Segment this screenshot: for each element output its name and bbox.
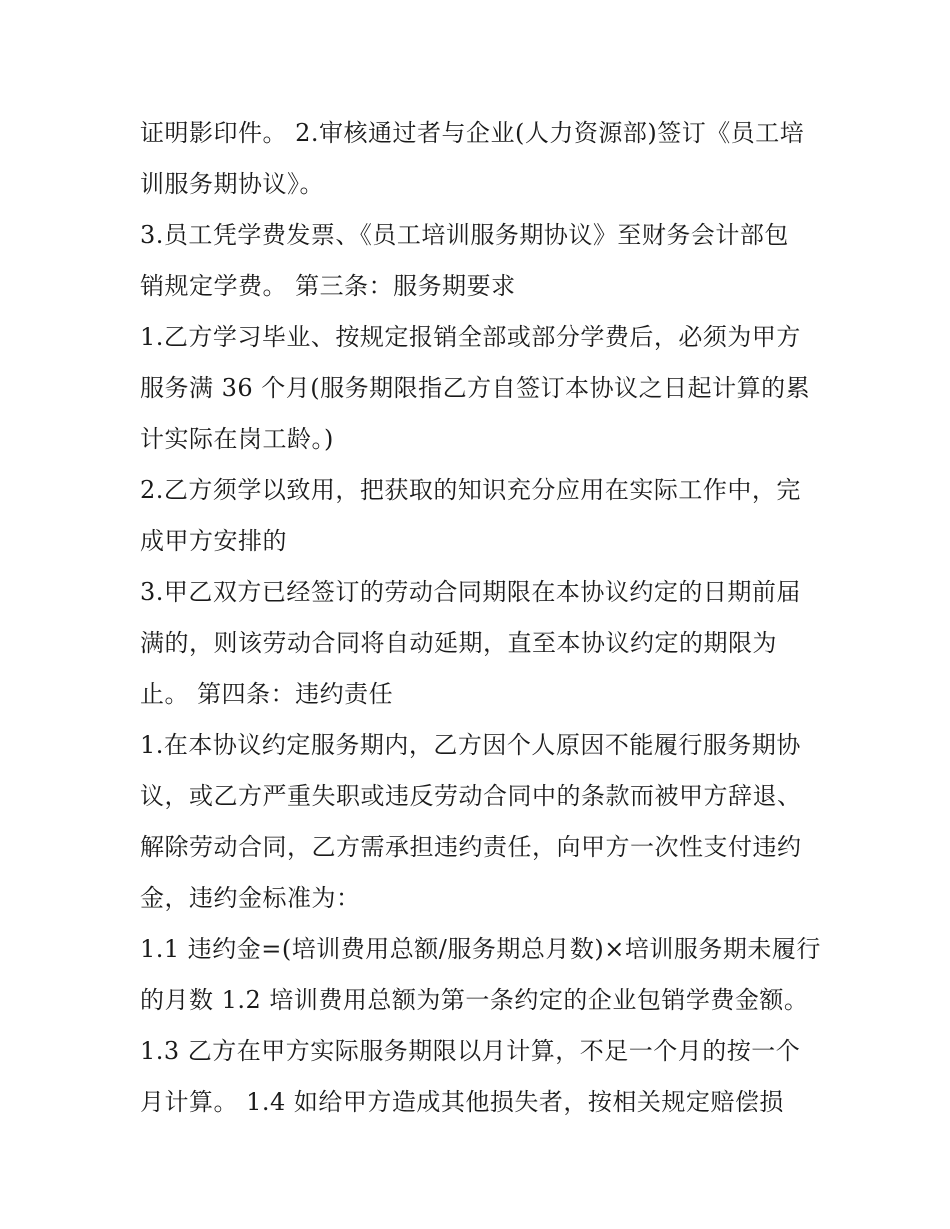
text-line: 计实际在岗工龄。) (140, 425, 334, 453)
text-line: 的月数 1.2 培训费用总额为第一条约定的企业包销学费金额。 (140, 986, 809, 1014)
text-line: 1.乙方学习毕业、按规定报销全部或部分学费后，必须为甲方 (140, 323, 801, 351)
text-line: 3.甲乙双方已经签订的劳动合同期限在本协议约定的日期前届 (140, 578, 801, 606)
text-line: 成甲方安排的 (140, 527, 287, 555)
text-line: 解除劳动合同，乙方需承担违约责任，向甲方一次性支付违约 (140, 833, 802, 861)
document-body (140, 108, 820, 1128)
text-line: 训服务期协议》。 (140, 170, 324, 198)
text-line: 证明影印件。 2.审核通过者与企业(人力资源部)签订《员工培 (140, 119, 805, 147)
text-line: 金，违约金标准为： (140, 884, 361, 912)
text-line: 3.员工凭学费发票、《员工培训服务期协议》至财务会计部包 (140, 221, 789, 249)
text-line: 1.1 违约金=(培训费用总额/服务期总月数)×培训服务期未履行 (140, 935, 821, 963)
text-line: 销规定学费。 第三条：服务期要求 (140, 272, 516, 300)
text-line: 止。 第四条：违约责任 (140, 680, 394, 708)
text-line: 议，或乙方严重失职或违反劳动合同中的条款而被甲方辞退、 (140, 782, 802, 810)
text-line: 服务满 36 个月(服务期限指乙方自签订本协议之日起计算的累 (140, 374, 811, 402)
text-line: 月计算。 1.4 如给甲方造成其他损失者，按相关规定赔偿损 (140, 1088, 784, 1116)
text-line: 1.3 乙方在甲方实际服务期限以月计算，不足一个月的按一个 (140, 1037, 801, 1065)
text-line: 2.乙方须学以致用，把获取的知识充分应用在实际工作中，完 (140, 476, 801, 504)
text-line: 满的，则该劳动合同将自动延期，直至本协议约定的期限为 (140, 629, 777, 657)
text-line: 1.在本协议约定服务期内，乙方因个人原因不能履行服务期协 (140, 731, 801, 759)
